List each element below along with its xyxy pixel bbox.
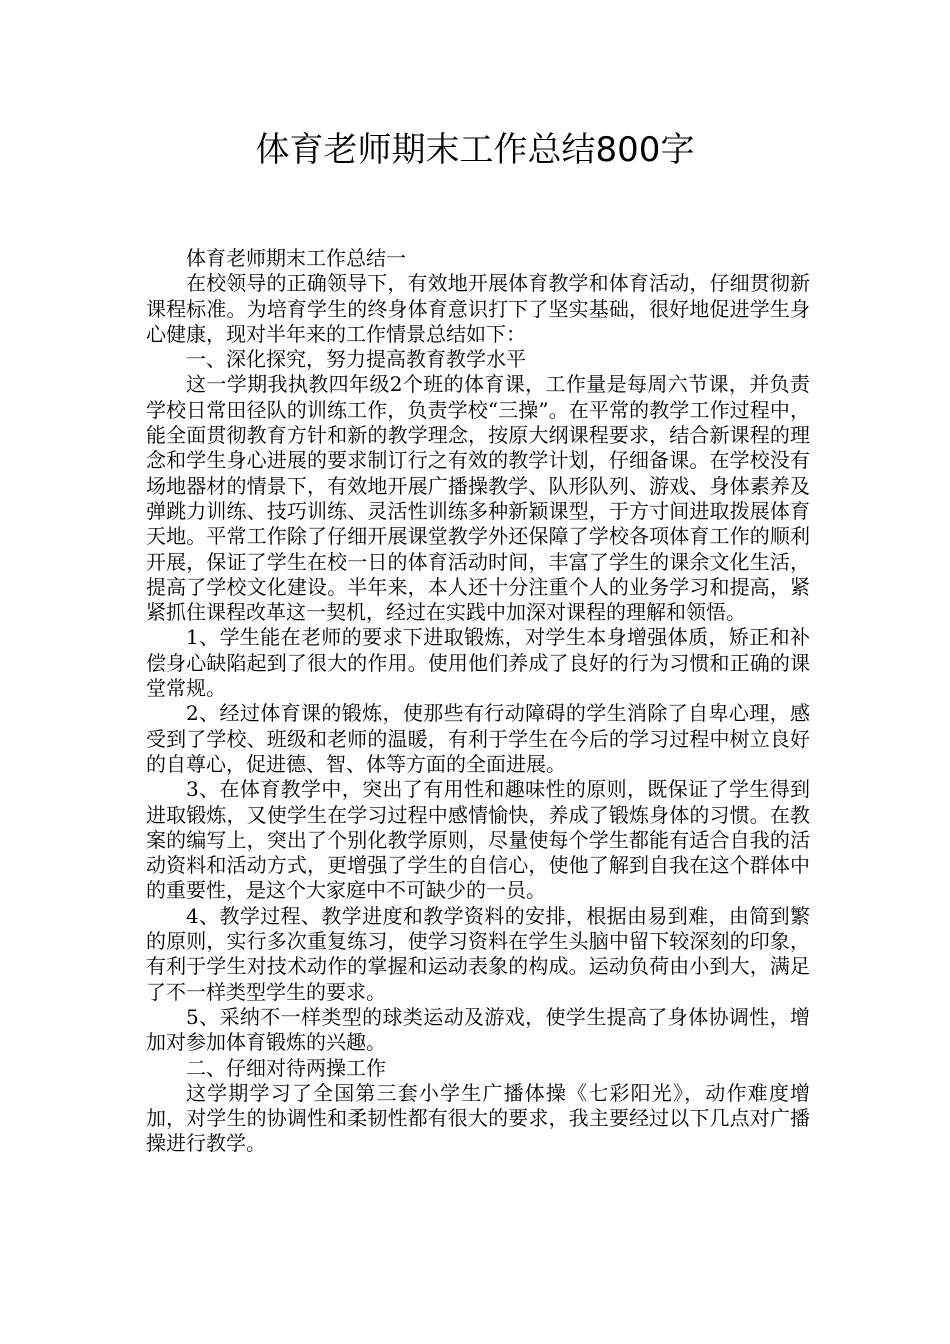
list-item: 1、学生能在老师的要求下进取锻炼，对学生本身增强体质，矫正和补偿身心缺陷起到了很大的作用。使用他们养成了良好的行为习惯和正确的课堂常规。 xyxy=(146,625,810,701)
section-heading: 一、深化探究，努力提高教育教学水平 xyxy=(186,347,526,372)
body-paragraph: 这一学期我执教四年级2个班的体育课，工作量是每周六节课，并负责学校日常田径队的训练工作，负责学校“三操”。在平常的教学工作过程中，能全面贯彻教育方针和新的教学理念，按原大纲课程要求，结合新课程的理念和学生身心进展的要求制订行之有效的教学计划，仔细备课。在学校没有场地器材的情景下，有效地开展广播操教学、队形队列、游戏、身体素养及弹跳力训练、技巧训练、灵活性训练多种新颖课型，于方寸间进取拨展体育天地。平常工作除了仔细开展课堂教学外还保障了学校各项体育工作的顺利开展，保证了学生在校一日的体育活动时间，丰富了学生的课余文化生活，提高了学校文化建设。半年来，本人还十分注重个人的业务学习和提高，紧紧抓住课程改革这一契机，经过在实践中加深对课程的理解和领悟。 xyxy=(146,372,810,625)
section-heading: 体育老师期末工作总结一 xyxy=(186,246,406,270)
list-item: 2、经过体育课的锻炼，使那些有行动障碍的学生消除了自卑心理，感受到了学校、班级和老师的温暖，有利于学生在今后的学习过程中树立良好的自尊心，促进德、智、体等方面的全面进展。 xyxy=(146,701,810,776)
body-paragraph: 在校领导的正确领导下，有效地开展体育教学和体育活动，仔细贯彻新课程标准。为培育学生的终身体育意识打下了坚实基础，很好地促进学生身心健康，现对半年来的工作情景总结如下： xyxy=(146,271,810,346)
body-paragraph: 这学期学习了全国第三套小学生广播体操《七彩阳光》，动作难度增加，对学生的协调性和柔韧性都有很大的要求，我主要经过以下几点对广播操进行教学。 xyxy=(146,1080,810,1156)
section-heading: 二、仔细对待两操工作 xyxy=(186,1055,386,1080)
document-title: 体育老师期末工作总结800字 xyxy=(255,130,695,170)
document-body xyxy=(146,246,810,1157)
list-item: 5、采纳不一样类型的球类运动及游戏，使学生提高了身体协调性，增加对参加体育锻炼的兴趣。 xyxy=(146,1004,810,1055)
list-item: 4、教学过程、教学进度和教学资料的安排，根据由易到难，由简到繁的原则，实行多次重复练习，使学习资料在学生头脑中留下较深刻的印象，有利于学生对技术动作的掌握和运动表象的构成。运动负荷由小到大，满足了不一样类型学生的要求。 xyxy=(146,903,810,1004)
list-item: 3、在体育教学中，突出了有用性和趣味性的原则，既保证了学生得到进取锻炼，又使学生在学习过程中感情愉快，养成了锻炼身体的习惯。在教案的编写上，突出了个别化教学原则，尽量使每个学生都能有适合自我的活动资料和活动方式，更增强了学生的自信心，使他了解到自我在这个群体中的重要性，是这个大家庭中不可缺少的一员。 xyxy=(146,777,810,903)
